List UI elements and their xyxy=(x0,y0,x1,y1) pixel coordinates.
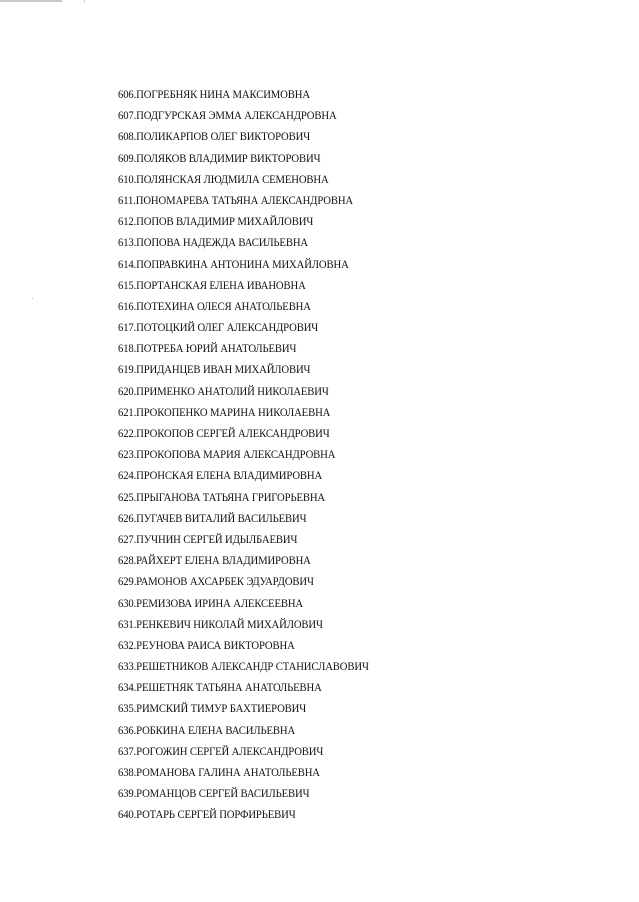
list-item: 615.ПОРТАНСКАЯ ЕЛЕНА ИВАНОВНА xyxy=(118,279,306,292)
list-item: 606.ПОГРЕБНЯК НИНА МАКСИМОВНА xyxy=(118,89,310,101)
list-item: 635.РИМСКИЙ ТИМУР БАХТИЕРОВИЧ xyxy=(118,703,307,716)
list-item: 613.ПОПОВА НАДЕЖДА ВАСИЛЬЕВНА xyxy=(118,237,308,250)
list-item: 628.РАЙХЕРТ ЕЛЕНА ВЛАДИМИРОВНА xyxy=(118,555,311,568)
scan-edge-mark xyxy=(0,0,62,2)
list-item: 631.РЕНКЕВИЧ НИКОЛАЙ МИХАЙЛОВИЧ xyxy=(118,618,323,631)
name-list xyxy=(118,85,388,827)
list-item: 638.РОМАНОВА ГАЛИНА АНАТОЛЬЕВНА xyxy=(118,767,320,779)
scan-edge-tick xyxy=(84,0,85,3)
list-item: 611.ПОНОМАРЕВА ТАТЬЯНА АЛЕКСАНДРОВНА xyxy=(118,194,354,207)
list-item: 618.ПОТРЕБА ЮРИЙ АНАТОЛЬЕВИЧ xyxy=(118,343,297,356)
list-item: 610.ПОЛЯНСКАЯ ЛЮДМИЛА СЕМЕНОВНА xyxy=(118,173,329,186)
list-item: 612.ПОПОВ ВЛАДИМИР МИХАЙЛОВИЧ xyxy=(118,216,314,229)
list-item: 609.ПОЛЯКОВ ВЛАДИМИР ВИКТОРОВИЧ xyxy=(118,152,321,165)
scan-speck xyxy=(32,298,33,299)
list-item: 632.РЕУНОВА РАИСА ВИКТОРОВНА xyxy=(118,639,295,652)
list-item: 627.ПУЧНИН СЕРГЕЙ ИДЫЛБАЕВИЧ xyxy=(118,533,298,546)
list-item: 617.ПОТОЦКИЙ ОЛЕГ АЛЕКСАНДРОВИЧ xyxy=(118,322,319,335)
list-item: 620.ПРИМЕНКО АНАТОЛИЙ НИКОЛАЕВИЧ xyxy=(118,385,329,398)
list-item: 616.ПОТЕХИНА ОЛЕСЯ АНАТОЛЬЕВНА xyxy=(118,300,311,313)
list-item: 621.ПРОКОПЕНКО МАРИНА НИКОЛАЕВНА xyxy=(118,406,331,419)
list-item: 626.ПУГАЧЕВ ВИТАЛИЙ ВАСИЛЬЕВИЧ xyxy=(118,512,307,525)
list-item: 624.ПРОНСКАЯ ЕЛЕНА ВЛАДИМИРОВНА xyxy=(118,470,323,483)
list-item: 640.РОТАРЬ СЕРГЕЙ ПОРФИРЬЕВИЧ xyxy=(118,809,296,822)
list-item: 633.РЕШЕТНИКОВ АЛЕКСАНДР СТАНИСЛАВОВИЧ xyxy=(118,661,369,674)
list-item: 630.РЕМИЗОВА ИРИНА АЛЕКСЕЕВНА xyxy=(118,597,303,610)
list-item: 608.ПОЛИКАРПОВ ОЛЕГ ВИКТОРОВИЧ xyxy=(118,131,311,144)
list-item: 614.ПОПРАВКИНА АНТОНИНА МИХАЙЛОВНА xyxy=(118,258,349,271)
list-item: 637.РОГОЖИН СЕРГЕЙ АЛЕКСАНДРОВИЧ xyxy=(118,745,324,758)
list-item: 629.РАМОНОВ АХСАРБЕК ЭДУАРДОВИЧ xyxy=(118,576,314,589)
list-item: 625.ПРЫГАНОВА ТАТЬЯНА ГРИГОРЬЕВНА xyxy=(118,491,326,504)
list-item: 639.РОМАНЦОВ СЕРГЕЙ ВАСИЛЬЕВИЧ xyxy=(118,788,310,801)
list-item: 622.ПРОКОПОВ СЕРГЕЙ АЛЕКСАНДРОВИЧ xyxy=(118,428,330,440)
list-item: 623.ПРОКОПОВА МАРИЯ АЛЕКСАНДРОВНА xyxy=(118,449,336,462)
list-item: 607.ПОДГУРСКАЯ ЭММА АЛЕКСАНДРОВНА xyxy=(118,110,337,123)
list-item: 619.ПРИДАНЦЕВ ИВАН МИХАЙЛОВИЧ xyxy=(118,364,311,377)
list-item: 634.РЕШЕТНЯК ТАТЬЯНА АНАТОЛЬЕВНА xyxy=(118,682,322,695)
list-item: 636.РОБКИНА ЕЛЕНА ВАСИЛЬЕВНА xyxy=(118,724,296,737)
